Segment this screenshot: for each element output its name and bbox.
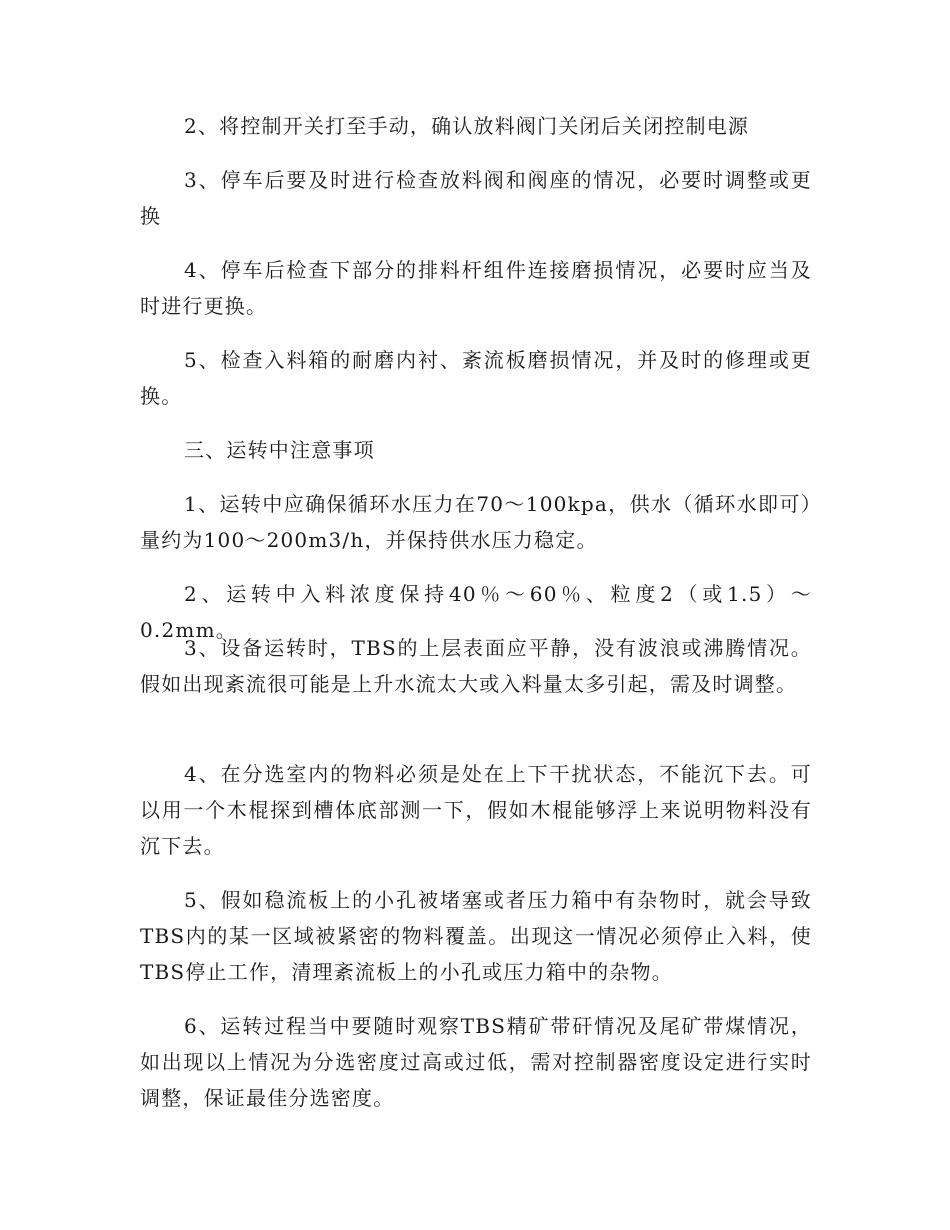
paragraph-shutdown-step-2: 2、将控制开关打至手动，确认放料阀门关闭后关闭控制电源: [184, 114, 750, 138]
paragraph-operation-1: 1、运转中应确保循环水压力在70～100kpa，供水（循环水即可）量约为100～200m3/h，并保持供水压力稳定。: [140, 492, 812, 552]
paragraph-shutdown-step-5: 5、检查入料箱的耐磨内衬、紊流板磨损情况，并及时的修理或更换。: [140, 348, 812, 408]
paragraph-operation-6: 6、运转过程当中要随时观察TBS精矿带矸情况及尾矿带煤情况，如出现以上情况为分选密度过高或过低，需对控制器密度设定进行实时调整，保证最佳分选密度。: [140, 1014, 812, 1110]
paragraph-shutdown-step-3: 3、停车后要及时进行检查放料阀和阀座的情况，必要时调整或更换: [140, 168, 812, 228]
paragraph-operation-2: 2、运转中入料浓度保持40％～60％、粒度2（或1.5）～0.2mm。: [140, 582, 812, 642]
paragraph-operation-4: 4、在分选室内的物料必须是处在上下干扰状态，不能沉下去。可以用一个木棍探到槽体底部测一下，假如木棍能够浮上来说明物料没有沉下去。: [140, 762, 812, 858]
section-heading: 三、运转中注意事项: [184, 438, 375, 462]
paragraph-operation-3: 3、设备运转时，TBS的上层表面应平静，没有波浪或沸腾情况。假如出现紊流很可能是上升水流太大或入料量太多引起，需及时调整。: [140, 636, 812, 696]
paragraph-operation-5: 5、假如稳流板上的小孔被堵塞或者压力箱中有杂物时，就会导致TBS内的某一区域被紧密的物料覆盖。出现这一情况必须停止入料，使TBS停止工作，清理紊流板上的小孔或压力箱中的杂物。: [140, 888, 812, 984]
paragraph-shutdown-step-4: 4、停车后检查下部分的排料杆组件连接磨损情况，必要时应当及时进行更换。: [140, 258, 812, 318]
